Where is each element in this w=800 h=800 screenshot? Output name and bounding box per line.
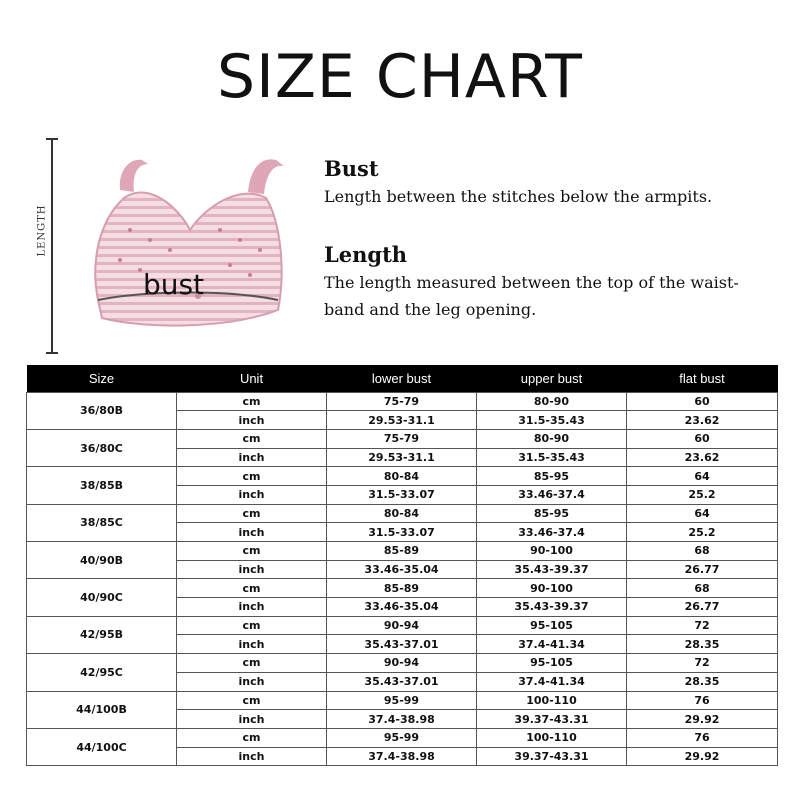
- upper-bust-cell: 100-110: [477, 728, 627, 747]
- flat-bust-cell: 60: [627, 392, 778, 411]
- flat-bust-cell: 29.92: [627, 710, 778, 729]
- flat-bust-cell: 25.2: [627, 485, 778, 504]
- unit-cell: cm: [177, 504, 327, 523]
- size-table: [26, 365, 777, 766]
- unit-cell: cm: [177, 654, 327, 673]
- lower-bust-cell: 90-94: [327, 654, 477, 673]
- unit-cell: cm: [177, 467, 327, 486]
- flat-bust-cell: 64: [627, 504, 778, 523]
- upper-bust-cell: 33.46-37.4: [477, 523, 627, 542]
- bust-label: bust: [143, 268, 205, 301]
- upper-bust-cell: 35.43-39.37: [477, 598, 627, 617]
- table-row: [27, 691, 778, 710]
- unit-cell: inch: [177, 747, 327, 766]
- bra-illustration: [80, 150, 295, 340]
- lower-bust-cell: 85-89: [327, 579, 477, 598]
- lower-bust-cell: 95-99: [327, 691, 477, 710]
- bust-description: [324, 156, 774, 210]
- unit-cell: inch: [177, 598, 327, 617]
- flat-bust-cell: 72: [627, 616, 778, 635]
- size-cell: 44/100C: [27, 728, 177, 765]
- flat-bust-cell: 23.62: [627, 448, 778, 467]
- header-flat-bust: flat bust: [627, 365, 778, 392]
- upper-bust-cell: 31.5-35.43: [477, 448, 627, 467]
- upper-bust-cell: 31.5-35.43: [477, 411, 627, 430]
- unit-cell: cm: [177, 429, 327, 448]
- flat-bust-cell: 23.62: [627, 411, 778, 430]
- upper-bust-cell: 35.43-39.37: [477, 560, 627, 579]
- upper-bust-cell: 39.37-43.31: [477, 710, 627, 729]
- upper-bust-cell: 80-90: [477, 429, 627, 448]
- table-row: [27, 542, 778, 561]
- lower-bust-cell: 90-94: [327, 616, 477, 635]
- lower-bust-cell: 33.46-35.04: [327, 598, 477, 617]
- unit-cell: inch: [177, 523, 327, 542]
- lower-bust-cell: 29.53-31.1: [327, 411, 477, 430]
- upper-bust-cell: 95-105: [477, 616, 627, 635]
- header-upper-bust: upper bust: [477, 365, 627, 392]
- table-row: [27, 728, 778, 747]
- unit-cell: inch: [177, 710, 327, 729]
- lower-bust-cell: 75-79: [327, 392, 477, 411]
- size-cell: 42/95B: [27, 616, 177, 653]
- unit-cell: cm: [177, 616, 327, 635]
- lower-bust-cell: 37.4-38.98: [327, 747, 477, 766]
- table-row: [27, 654, 778, 673]
- table-row: [27, 616, 778, 635]
- upper-bust-cell: 39.37-43.31: [477, 747, 627, 766]
- flat-bust-cell: 68: [627, 542, 778, 561]
- unit-cell: inch: [177, 560, 327, 579]
- unit-cell: inch: [177, 672, 327, 691]
- unit-cell: cm: [177, 579, 327, 598]
- bust-heading: Bust: [324, 156, 379, 181]
- size-cell: 40/90B: [27, 542, 177, 579]
- length-text-line2: band and the leg opening.: [324, 300, 537, 319]
- upper-bust-cell: 37.4-41.34: [477, 672, 627, 691]
- upper-bust-cell: 100-110: [477, 691, 627, 710]
- unit-cell: inch: [177, 485, 327, 504]
- upper-bust-cell: 33.46-37.4: [477, 485, 627, 504]
- lower-bust-cell: 75-79: [327, 429, 477, 448]
- header-unit: Unit: [177, 365, 327, 392]
- table-header-row: [27, 365, 778, 392]
- lower-bust-cell: 33.46-35.04: [327, 560, 477, 579]
- flat-bust-cell: 25.2: [627, 523, 778, 542]
- flat-bust-cell: 68: [627, 579, 778, 598]
- lower-bust-cell: 35.43-37.01: [327, 635, 477, 654]
- lower-bust-cell: 31.5-33.07: [327, 485, 477, 504]
- page-title: SIZE CHART: [217, 42, 583, 112]
- unit-cell: inch: [177, 411, 327, 430]
- flat-bust-cell: 64: [627, 467, 778, 486]
- unit-cell: cm: [177, 542, 327, 561]
- upper-bust-cell: 85-95: [477, 504, 627, 523]
- length-text-line1: The length measured between the top of the waist-: [324, 273, 739, 292]
- flat-bust-cell: 76: [627, 691, 778, 710]
- table-row: [27, 579, 778, 598]
- size-cell: 36/80B: [27, 392, 177, 429]
- upper-bust-cell: 95-105: [477, 654, 627, 673]
- lower-bust-cell: 35.43-37.01: [327, 672, 477, 691]
- upper-bust-cell: 85-95: [477, 467, 627, 486]
- size-cell: 36/80C: [27, 429, 177, 466]
- lower-bust-cell: 85-89: [327, 542, 477, 561]
- header-lower-bust: lower bust: [327, 365, 477, 392]
- length-description: [324, 242, 774, 323]
- unit-cell: cm: [177, 691, 327, 710]
- lower-bust-cell: 80-84: [327, 504, 477, 523]
- size-cell: 38/85B: [27, 467, 177, 504]
- unit-cell: cm: [177, 728, 327, 747]
- size-cell: 44/100B: [27, 691, 177, 728]
- size-cell: 40/90C: [27, 579, 177, 616]
- upper-bust-cell: 80-90: [477, 392, 627, 411]
- upper-bust-cell: 90-100: [477, 542, 627, 561]
- lower-bust-cell: 95-99: [327, 728, 477, 747]
- flat-bust-cell: 26.77: [627, 598, 778, 617]
- size-cell: 42/95C: [27, 654, 177, 691]
- length-label: LENGTH: [36, 204, 48, 257]
- table-row: [27, 467, 778, 486]
- lower-bust-cell: 80-84: [327, 467, 477, 486]
- flat-bust-cell: 26.77: [627, 560, 778, 579]
- lower-bust-cell: 31.5-33.07: [327, 523, 477, 542]
- lower-bust-cell: 37.4-38.98: [327, 710, 477, 729]
- table-row: [27, 429, 778, 448]
- unit-cell: cm: [177, 392, 327, 411]
- upper-bust-cell: 37.4-41.34: [477, 635, 627, 654]
- unit-cell: inch: [177, 448, 327, 467]
- flat-bust-cell: 28.35: [627, 635, 778, 654]
- table-row: [27, 392, 778, 411]
- header-size: Size: [27, 365, 177, 392]
- flat-bust-cell: 29.92: [627, 747, 778, 766]
- flat-bust-cell: 60: [627, 429, 778, 448]
- flat-bust-cell: 72: [627, 654, 778, 673]
- bust-text: Length between the stitches below the armpits.: [324, 187, 713, 206]
- unit-cell: inch: [177, 635, 327, 654]
- flat-bust-cell: 76: [627, 728, 778, 747]
- length-ruler: [46, 138, 58, 354]
- flat-bust-cell: 28.35: [627, 672, 778, 691]
- length-heading: Length: [324, 242, 408, 267]
- lower-bust-cell: 29.53-31.1: [327, 448, 477, 467]
- upper-bust-cell: 90-100: [477, 579, 627, 598]
- table-row: [27, 504, 778, 523]
- size-cell: 38/85C: [27, 504, 177, 541]
